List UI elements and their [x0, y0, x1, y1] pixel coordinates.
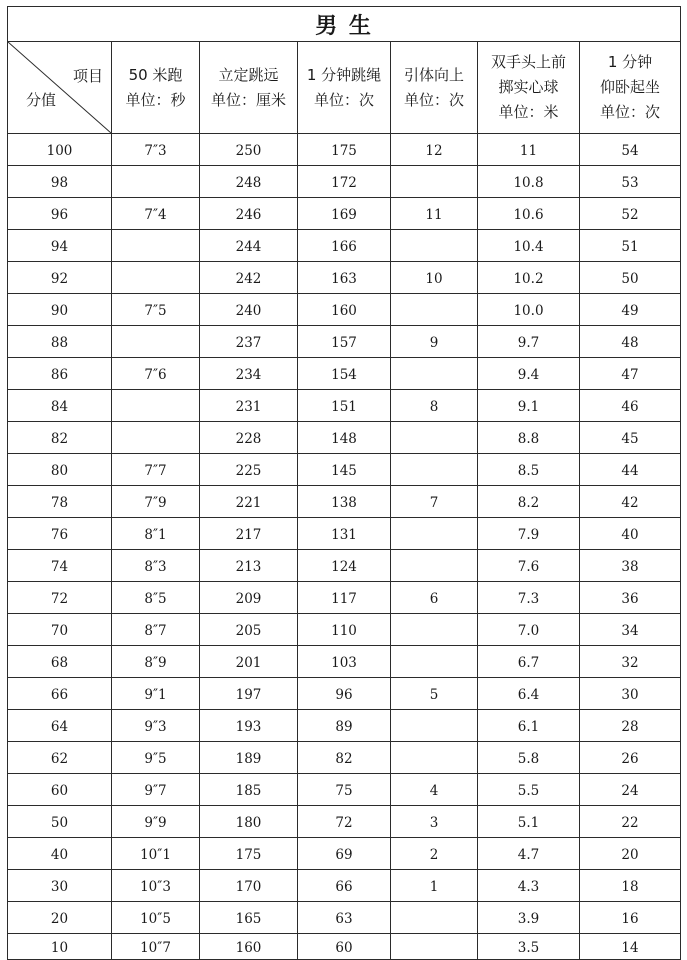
value-cell: 157 — [298, 326, 391, 358]
value-cell: 209 — [200, 582, 298, 614]
value-cell: 51 — [580, 230, 681, 262]
value-cell: 10″7 — [112, 934, 200, 960]
value-cell: 10.8 — [478, 166, 580, 198]
value-cell: 151 — [298, 390, 391, 422]
table-row — [8, 486, 681, 518]
value-cell: 7″4 — [112, 198, 200, 230]
value-cell: 9″3 — [112, 710, 200, 742]
value-cell: 165 — [200, 902, 298, 934]
corner-header — [8, 42, 112, 134]
value-cell: 53 — [580, 166, 681, 198]
column-header-line: 单位：米 — [498, 103, 559, 121]
score-cell: 66 — [8, 678, 112, 710]
value-cell: 240 — [200, 294, 298, 326]
header-row — [8, 42, 681, 134]
value-cell: 10.6 — [478, 198, 580, 230]
table-row — [8, 870, 681, 902]
value-cell: 16 — [580, 902, 681, 934]
column-header-line: 50 米跑 — [128, 65, 183, 84]
table-row — [8, 902, 681, 934]
value-cell: 117 — [298, 582, 391, 614]
value-cell: 185 — [200, 774, 298, 806]
value-cell: 8.2 — [478, 486, 580, 518]
value-cell: 22 — [580, 806, 681, 838]
column-header-2 — [200, 42, 298, 134]
column-header-line: 仰卧起坐 — [600, 78, 661, 96]
value-cell: 5.1 — [478, 806, 580, 838]
column-header-4 — [391, 42, 478, 134]
value-cell: 228 — [200, 422, 298, 454]
score-cell: 64 — [8, 710, 112, 742]
score-cell: 80 — [8, 454, 112, 486]
value-cell: 14 — [580, 934, 681, 960]
value-cell: 9″5 — [112, 742, 200, 774]
column-header-6 — [580, 42, 681, 134]
value-cell: 103 — [298, 646, 391, 678]
value-cell: 9 — [391, 326, 478, 358]
value-cell: 10″1 — [112, 838, 200, 870]
value-cell: 170 — [200, 870, 298, 902]
value-cell: 4.7 — [478, 838, 580, 870]
value-cell: 5.5 — [478, 774, 580, 806]
value-cell — [391, 422, 478, 454]
value-cell: 75 — [298, 774, 391, 806]
value-cell: 4 — [391, 774, 478, 806]
column-header-3 — [298, 42, 391, 134]
value-cell — [391, 934, 478, 960]
value-cell: 5.8 — [478, 742, 580, 774]
value-cell — [112, 422, 200, 454]
value-cell: 10″3 — [112, 870, 200, 902]
value-cell: 197 — [200, 678, 298, 710]
value-cell: 217 — [200, 518, 298, 550]
value-cell: 7.9 — [478, 518, 580, 550]
value-cell: 8.5 — [478, 454, 580, 486]
value-cell: 47 — [580, 358, 681, 390]
value-cell: 49 — [580, 294, 681, 326]
value-cell — [112, 262, 200, 294]
table-row — [8, 198, 681, 230]
table-row — [8, 390, 681, 422]
table-row — [8, 646, 681, 678]
table-row — [8, 934, 681, 960]
value-cell: 24 — [580, 774, 681, 806]
value-cell: 6.4 — [478, 678, 580, 710]
value-cell: 175 — [298, 134, 391, 166]
column-header-line: 单位：次 — [600, 103, 661, 121]
value-cell: 234 — [200, 358, 298, 390]
value-cell: 12 — [391, 134, 478, 166]
score-cell: 94 — [8, 230, 112, 262]
value-cell — [391, 646, 478, 678]
column-header-line: 1 分钟 — [607, 53, 653, 71]
value-cell: 7.3 — [478, 582, 580, 614]
score-cell: 74 — [8, 550, 112, 582]
value-cell: 89 — [298, 710, 391, 742]
value-cell: 38 — [580, 550, 681, 582]
score-cell: 30 — [8, 870, 112, 902]
corner-score-label: 分值 — [26, 91, 57, 109]
value-cell: 60 — [298, 934, 391, 960]
value-cell — [391, 294, 478, 326]
value-cell — [391, 550, 478, 582]
value-cell: 9.4 — [478, 358, 580, 390]
value-cell: 11 — [478, 134, 580, 166]
value-cell: 9″7 — [112, 774, 200, 806]
value-cell: 32 — [580, 646, 681, 678]
value-cell: 10.0 — [478, 294, 580, 326]
table-row — [8, 518, 681, 550]
table-row — [8, 806, 681, 838]
table-row — [8, 358, 681, 390]
value-cell: 8 — [391, 390, 478, 422]
value-cell: 225 — [200, 454, 298, 486]
value-cell: 193 — [200, 710, 298, 742]
value-cell: 6.7 — [478, 646, 580, 678]
value-cell: 169 — [298, 198, 391, 230]
value-cell — [391, 358, 478, 390]
value-cell: 11 — [391, 198, 478, 230]
value-cell: 10″5 — [112, 902, 200, 934]
score-cell: 92 — [8, 262, 112, 294]
value-cell: 26 — [580, 742, 681, 774]
value-cell: 160 — [298, 294, 391, 326]
value-cell — [391, 454, 478, 486]
value-cell: 44 — [580, 454, 681, 486]
value-cell: 9.1 — [478, 390, 580, 422]
value-cell: 20 — [580, 838, 681, 870]
score-cell: 62 — [8, 742, 112, 774]
value-cell: 30 — [580, 678, 681, 710]
value-cell: 124 — [298, 550, 391, 582]
value-cell — [391, 710, 478, 742]
value-cell: 8″1 — [112, 518, 200, 550]
value-cell: 10.4 — [478, 230, 580, 262]
value-cell: 34 — [580, 614, 681, 646]
value-cell: 2 — [391, 838, 478, 870]
value-cell: 54 — [580, 134, 681, 166]
score-cell: 20 — [8, 902, 112, 934]
column-header-line: 单位：次 — [313, 90, 374, 109]
score-rows — [8, 134, 681, 960]
table-row — [8, 166, 681, 198]
score-cell: 82 — [8, 422, 112, 454]
value-cell — [112, 230, 200, 262]
value-cell: 46 — [580, 390, 681, 422]
table-row — [8, 294, 681, 326]
table-row — [8, 230, 681, 262]
value-cell: 8″3 — [112, 550, 200, 582]
value-cell: 131 — [298, 518, 391, 550]
column-header-line: 双手头上前 — [490, 53, 566, 71]
value-cell: 244 — [200, 230, 298, 262]
score-cell: 60 — [8, 774, 112, 806]
value-cell — [391, 518, 478, 550]
value-cell: 3 — [391, 806, 478, 838]
value-cell: 8″7 — [112, 614, 200, 646]
value-cell: 45 — [580, 422, 681, 454]
value-cell — [112, 166, 200, 198]
score-cell: 78 — [8, 486, 112, 518]
table-row — [8, 774, 681, 806]
value-cell: 201 — [200, 646, 298, 678]
score-cell: 70 — [8, 614, 112, 646]
value-cell: 82 — [298, 742, 391, 774]
value-cell: 231 — [200, 390, 298, 422]
value-cell: 7 — [391, 486, 478, 518]
value-cell: 7″7 — [112, 454, 200, 486]
value-cell: 7″3 — [112, 134, 200, 166]
value-cell: 248 — [200, 166, 298, 198]
value-cell — [391, 742, 478, 774]
value-cell: 172 — [298, 166, 391, 198]
table-row — [8, 582, 681, 614]
value-cell: 160 — [200, 934, 298, 960]
score-cell: 88 — [8, 326, 112, 358]
value-cell: 9.7 — [478, 326, 580, 358]
value-cell: 7.0 — [478, 614, 580, 646]
score-cell: 76 — [8, 518, 112, 550]
score-table — [7, 6, 681, 960]
value-cell: 72 — [298, 806, 391, 838]
value-cell: 69 — [298, 838, 391, 870]
column-header-line: 引体向上 — [403, 65, 464, 84]
corner-item-label: 项目 — [72, 67, 103, 85]
table-row — [8, 838, 681, 870]
score-cell: 50 — [8, 806, 112, 838]
score-cell: 90 — [8, 294, 112, 326]
value-cell: 7″5 — [112, 294, 200, 326]
value-cell: 237 — [200, 326, 298, 358]
value-cell: 3.5 — [478, 934, 580, 960]
score-cell: 68 — [8, 646, 112, 678]
score-cell: 98 — [8, 166, 112, 198]
value-cell: 163 — [298, 262, 391, 294]
value-cell: 166 — [298, 230, 391, 262]
value-cell: 7″6 — [112, 358, 200, 390]
table-row — [8, 710, 681, 742]
table-row — [8, 326, 681, 358]
value-cell: 52 — [580, 198, 681, 230]
value-cell: 50 — [580, 262, 681, 294]
value-cell: 18 — [580, 870, 681, 902]
value-cell: 8″9 — [112, 646, 200, 678]
column-header-line: 单位：秒 — [125, 90, 186, 109]
value-cell — [391, 166, 478, 198]
value-cell: 189 — [200, 742, 298, 774]
value-cell: 154 — [298, 358, 391, 390]
value-cell — [391, 230, 478, 262]
column-header-line: 立定跳远 — [218, 65, 279, 84]
value-cell: 242 — [200, 262, 298, 294]
score-cell: 96 — [8, 198, 112, 230]
value-cell: 148 — [298, 422, 391, 454]
value-cell: 221 — [200, 486, 298, 518]
value-cell: 48 — [580, 326, 681, 358]
score-cell: 84 — [8, 390, 112, 422]
table-row — [8, 614, 681, 646]
value-cell: 28 — [580, 710, 681, 742]
column-header-line: 单位：次 — [403, 90, 464, 109]
table-row — [8, 422, 681, 454]
value-cell: 10.2 — [478, 262, 580, 294]
value-cell: 40 — [580, 518, 681, 550]
value-cell: 145 — [298, 454, 391, 486]
value-cell — [391, 614, 478, 646]
value-cell: 96 — [298, 678, 391, 710]
column-header-1 — [112, 42, 200, 134]
value-cell: 9″1 — [112, 678, 200, 710]
value-cell: 9″9 — [112, 806, 200, 838]
column-header-line: 1 分钟跳绳 — [306, 65, 382, 84]
value-cell: 7.6 — [478, 550, 580, 582]
table-title: 男 生 — [8, 7, 681, 42]
value-cell: 6.1 — [478, 710, 580, 742]
score-cell: 100 — [8, 134, 112, 166]
table-row — [8, 454, 681, 486]
value-cell: 5 — [391, 678, 478, 710]
value-cell: 7″9 — [112, 486, 200, 518]
table-row — [8, 678, 681, 710]
value-cell — [391, 902, 478, 934]
value-cell: 42 — [580, 486, 681, 518]
table-row — [8, 742, 681, 774]
score-cell: 86 — [8, 358, 112, 390]
value-cell: 6 — [391, 582, 478, 614]
score-cell: 72 — [8, 582, 112, 614]
value-cell: 250 — [200, 134, 298, 166]
table-row — [8, 262, 681, 294]
value-cell: 36 — [580, 582, 681, 614]
value-cell: 205 — [200, 614, 298, 646]
value-cell: 1 — [391, 870, 478, 902]
value-cell: 66 — [298, 870, 391, 902]
value-cell: 4.3 — [478, 870, 580, 902]
table-row — [8, 134, 681, 166]
column-header-5 — [478, 42, 580, 134]
value-cell: 246 — [200, 198, 298, 230]
value-cell: 213 — [200, 550, 298, 582]
value-cell: 138 — [298, 486, 391, 518]
column-header-line: 单位：厘米 — [210, 90, 286, 109]
table-row — [8, 550, 681, 582]
value-cell: 110 — [298, 614, 391, 646]
value-cell — [112, 326, 200, 358]
column-header-line: 掷实心球 — [498, 78, 559, 96]
value-cell: 3.9 — [478, 902, 580, 934]
value-cell: 8.8 — [478, 422, 580, 454]
value-cell: 8″5 — [112, 582, 200, 614]
score-cell: 10 — [8, 934, 112, 960]
value-cell — [112, 390, 200, 422]
value-cell: 10 — [391, 262, 478, 294]
score-cell: 40 — [8, 838, 112, 870]
value-cell: 63 — [298, 902, 391, 934]
value-cell: 180 — [200, 806, 298, 838]
value-cell: 175 — [200, 838, 298, 870]
